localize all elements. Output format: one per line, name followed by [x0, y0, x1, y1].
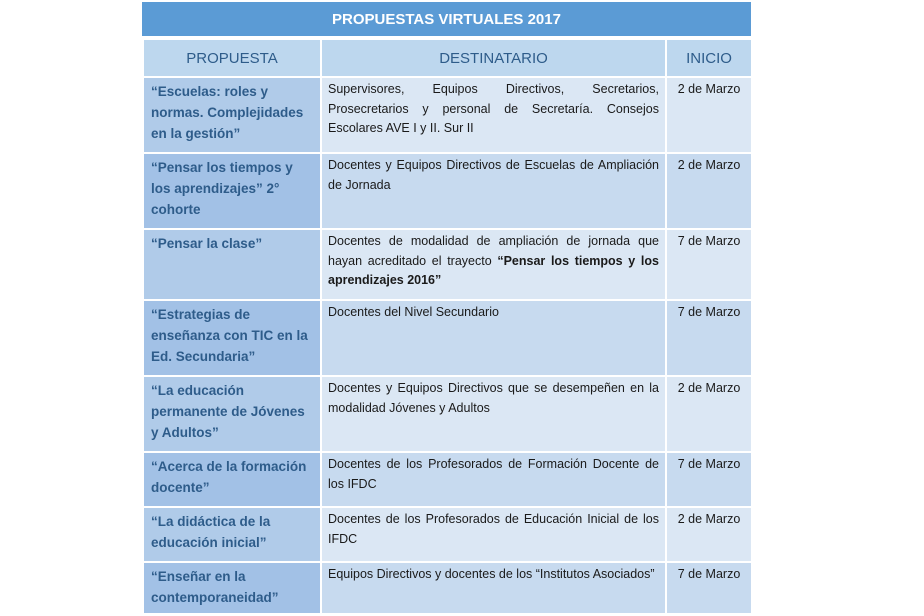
table-header-row [143, 39, 752, 77]
destinatario-bold-text: “Pensar los tiempos y los aprendizajes 2016” [328, 253, 659, 287]
cell-propuesta: “Escuelas: roles y normas. Complejidades en la gestión” [143, 77, 321, 153]
proposals-table [142, 38, 753, 615]
header-propuesta: PROPUESTA [143, 39, 321, 77]
destinatario-text: Docentes del Nivel Secundario [328, 305, 499, 319]
destinatario-text: Docentes de modalidad de ampliación de jornada que hayan acreditado el trayecto [328, 234, 659, 268]
destinatario-text: Docentes de los Profesorados de Formación Docente de los IFDC [328, 457, 659, 491]
cell-propuesta: “La educación permanente de Jóvenes y Adultos” [143, 376, 321, 452]
cell-propuesta: “La didáctica de la educación inicial” [143, 507, 321, 562]
cell-inicio: 2 de Marzo [666, 77, 752, 153]
cell-destinatario [321, 229, 666, 300]
proposals-document [142, 2, 751, 615]
cell-destinatario [321, 77, 666, 153]
cell-inicio: 7 de Marzo [666, 229, 752, 300]
destinatario-text: Docentes y Equipos Directivos que se desempeñen en la modalidad Jóvenes y Adultos [328, 381, 659, 415]
cell-inicio: 2 de Marzo [666, 507, 752, 562]
destinatario-text: Supervisores, Equipos Directivos, Secretarios, Prosecretarios y personal de Secretaría. Consejos Escolares AVE I y II. Sur II [328, 82, 659, 135]
cell-inicio: 2 de Marzo [666, 153, 752, 229]
header-destinatario: DESTINATARIO [321, 39, 666, 77]
cell-propuesta: “Estrategias de enseñanza con TIC en la Ed. Secundaria” [143, 300, 321, 376]
cell-destinatario [321, 562, 666, 614]
cell-inicio: 7 de Marzo [666, 300, 752, 376]
cell-propuesta: “Enseñar en la contemporaneidad” [143, 562, 321, 614]
destinatario-text: Docentes de los Profesorados de Educación Inicial de los IFDC [328, 512, 659, 546]
cell-propuesta: “Pensar los tiempos y los aprendizajes” 2° cohorte [143, 153, 321, 229]
table-row [143, 229, 752, 300]
table-row [143, 153, 752, 229]
table-row [143, 507, 752, 562]
cell-destinatario [321, 153, 666, 229]
destinatario-text: Docentes y Equipos Directivos de Escuelas de Ampliación de Jornada [328, 158, 659, 192]
table-row [143, 300, 752, 376]
document-title: PROPUESTAS VIRTUALES 2017 [142, 2, 751, 38]
cell-propuesta: “Pensar la clase” [143, 229, 321, 300]
cell-destinatario [321, 300, 666, 376]
cell-destinatario [321, 376, 666, 452]
table-row [143, 376, 752, 452]
cell-inicio: 7 de Marzo [666, 452, 752, 507]
header-inicio: INICIO [666, 39, 752, 77]
cell-propuesta: “Acerca de la formación docente” [143, 452, 321, 507]
table-row [143, 562, 752, 614]
destinatario-text: Equipos Directivos y docentes de los “Institutos Asociados” [328, 567, 655, 581]
cell-inicio: 2 de Marzo [666, 376, 752, 452]
table-row [143, 452, 752, 507]
table-row [143, 77, 752, 153]
cell-destinatario [321, 507, 666, 562]
cell-destinatario [321, 452, 666, 507]
cell-inicio: 7 de Marzo [666, 562, 752, 614]
